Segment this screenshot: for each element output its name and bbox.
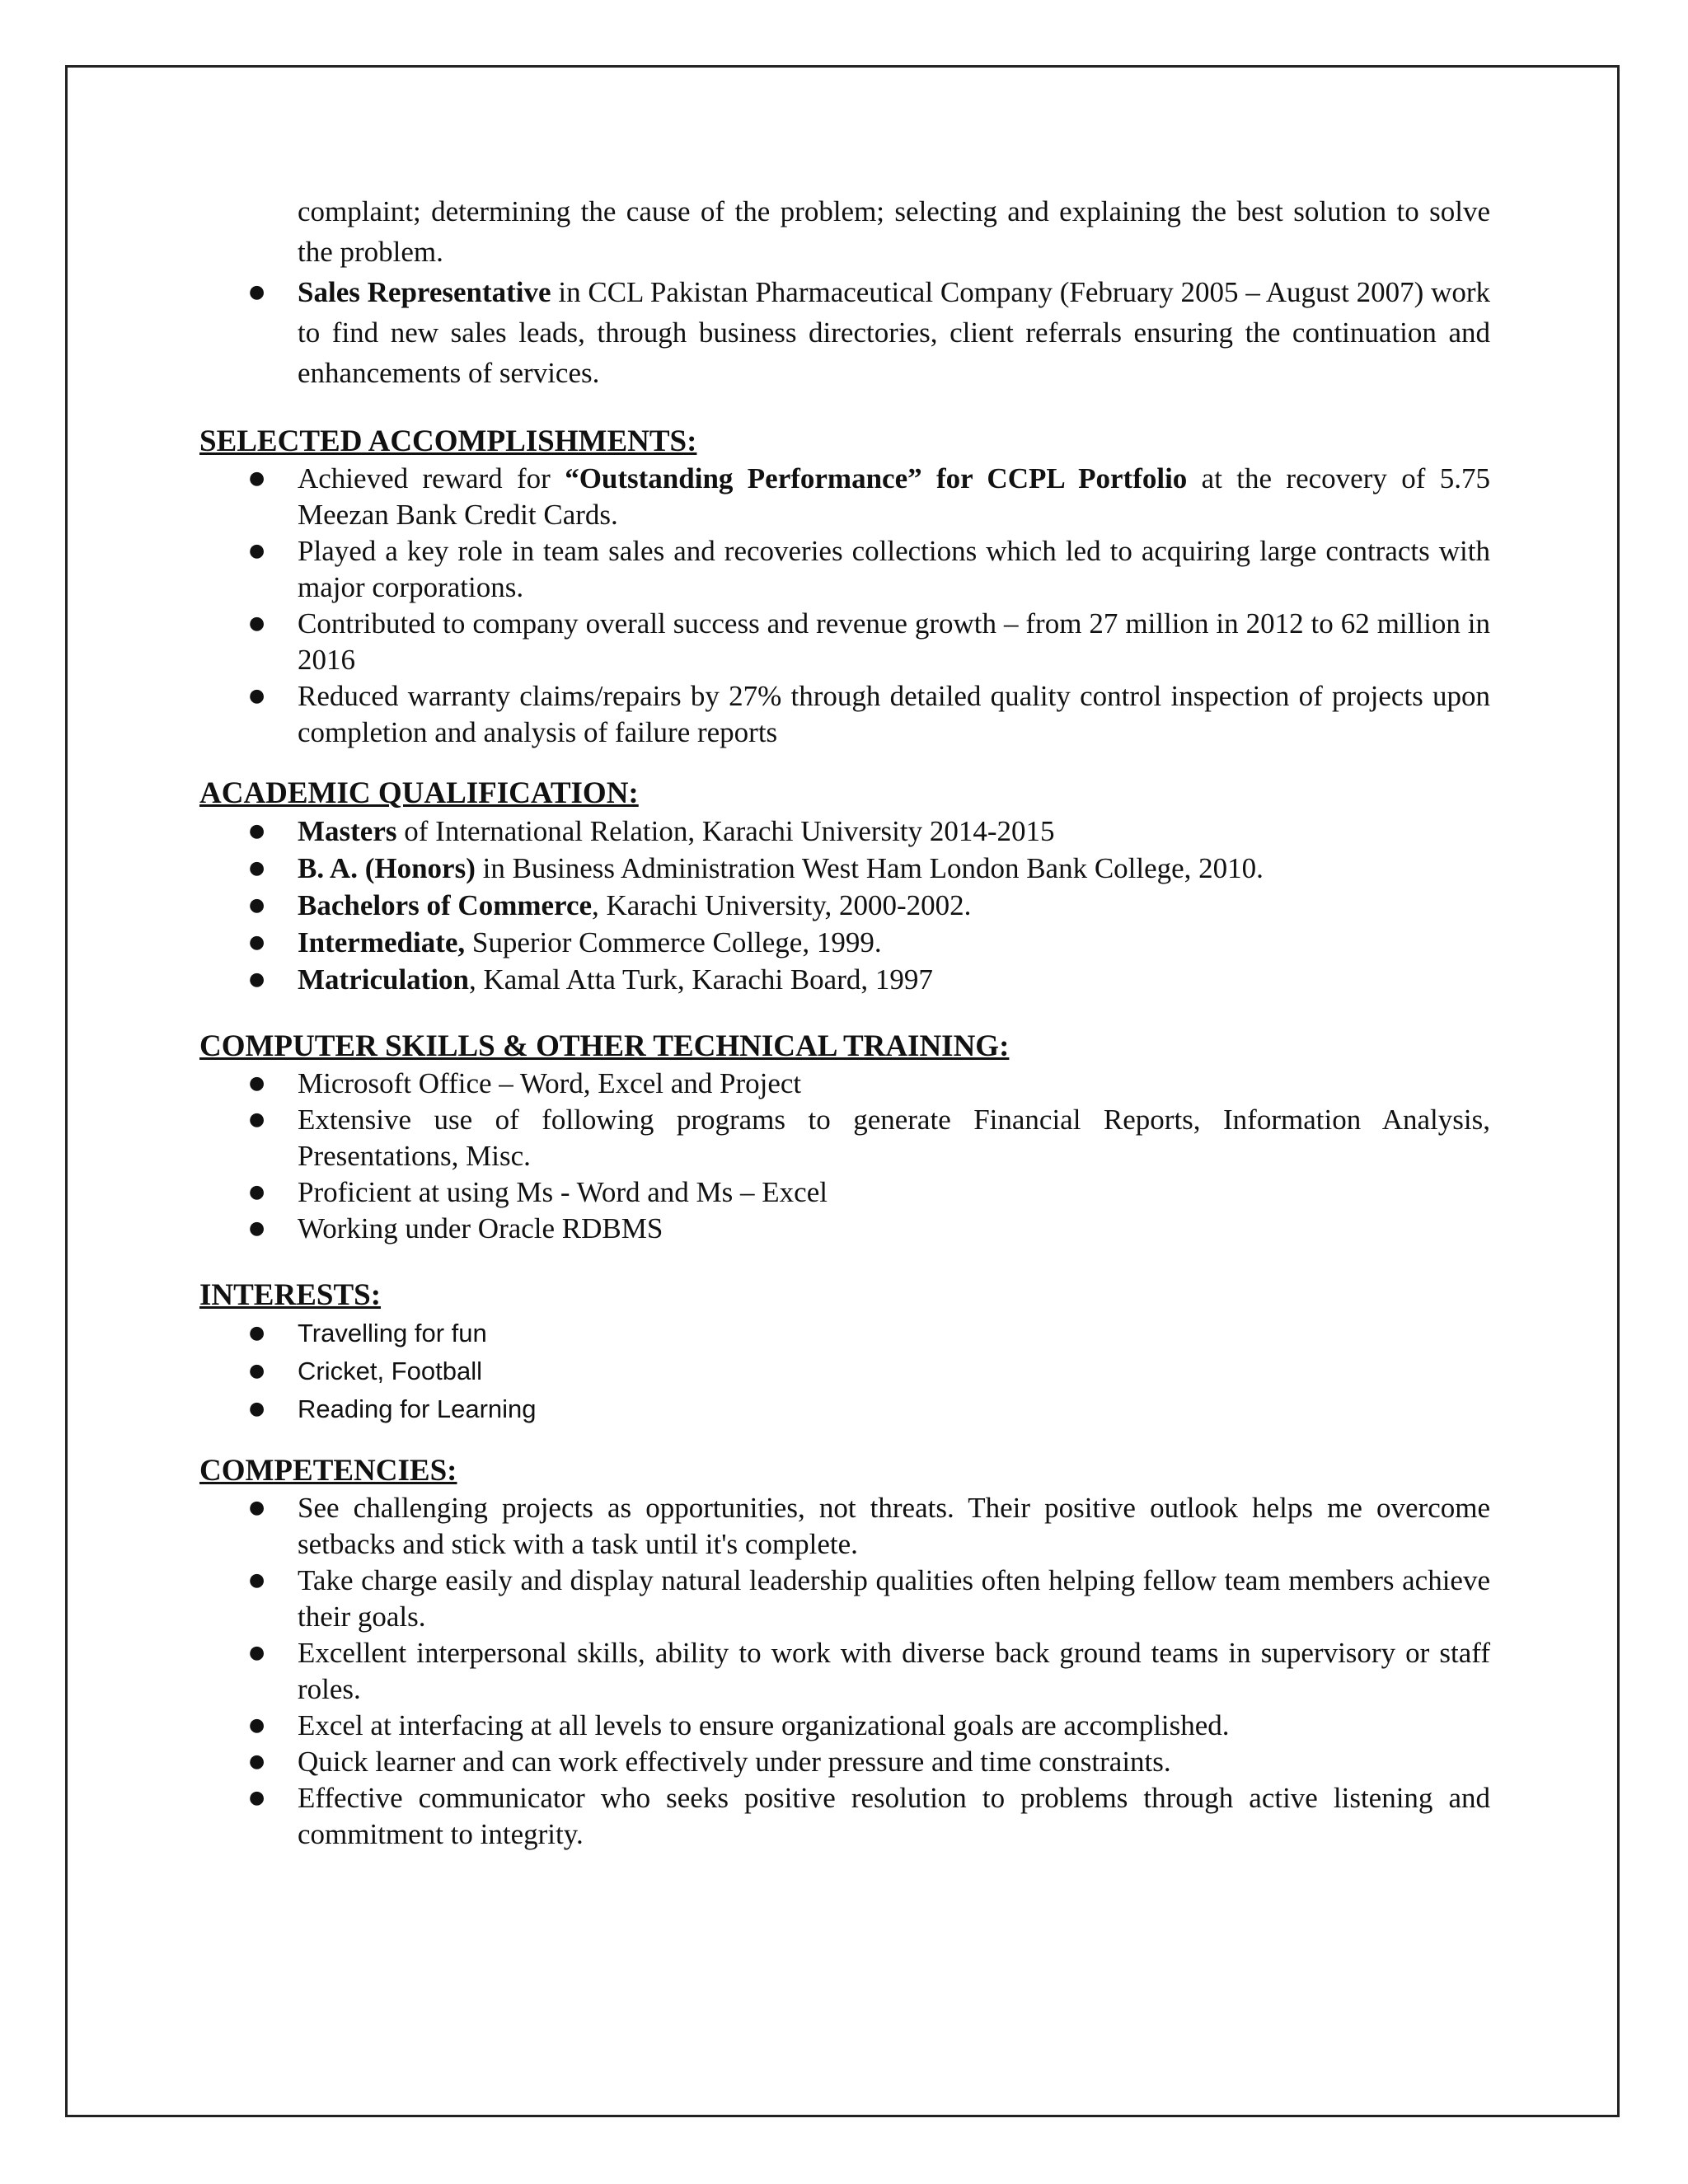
academic-item xyxy=(199,813,1490,850)
accomplishment-award: “Outstanding Performance” for CCPL Portfolio xyxy=(565,462,1188,494)
interests-list xyxy=(199,1315,1490,1428)
accomplishment-text: at the recovery of 5.75 Meezan Bank Credit Cards. xyxy=(298,462,1490,531)
skill-item xyxy=(199,1174,1490,1211)
skill-item xyxy=(199,1211,1490,1247)
competency-text: Quick learner and can work effectively under pressure and time constraints. xyxy=(298,1746,1171,1778)
resume-page-content xyxy=(199,191,1490,1853)
accomplishment-item xyxy=(199,606,1490,678)
academic-item xyxy=(199,850,1490,887)
bullet-icon: ● xyxy=(249,1715,265,1736)
bullet-icon: ● xyxy=(249,1497,265,1518)
bullet-icon: ● xyxy=(249,1218,265,1239)
competency-text: Effective communicator who seeks positive resolution to problems through active listening and commitment to integrity. xyxy=(298,1782,1490,1850)
bullet-icon: ● xyxy=(249,969,265,990)
bullet-icon: ● xyxy=(249,282,265,302)
section-heading-computer-skills: COMPUTER SKILLS & OTHER TECHNICAL TRAINING: xyxy=(199,1029,1010,1063)
degree-detail: , Karachi University, 2000-2002. xyxy=(592,889,972,921)
bullet-icon: ● xyxy=(249,821,265,841)
competency-item xyxy=(199,1744,1490,1780)
skill-item xyxy=(199,1102,1490,1174)
job-title: Sales Representative xyxy=(298,276,551,308)
bullet-icon: ● xyxy=(249,1788,265,1808)
experience-continuation xyxy=(298,191,1490,272)
competency-item xyxy=(199,1780,1490,1853)
degree-name: Masters xyxy=(298,815,397,847)
competency-text: Excellent interpersonal skills, ability to work with diverse back ground teams in supervisory or staff roles. xyxy=(298,1637,1490,1705)
bullet-icon: ● xyxy=(249,541,265,561)
bullet-icon: ● xyxy=(249,895,265,916)
bullet-icon: ● xyxy=(249,1073,265,1094)
section-heading-interests: INTERESTS: xyxy=(199,1278,382,1312)
bullet-icon: ● xyxy=(249,1182,265,1202)
competency-item xyxy=(199,1635,1490,1708)
job-detail: in CCL Pakistan Pharmaceutical Company (February 2005 – August 2007) work to find new sales leads, through business directories, client referrals ensuring the continuation and enhancements of services. xyxy=(298,276,1491,389)
competency-item xyxy=(199,1563,1490,1635)
interest-text: Reading for Learning xyxy=(298,1394,537,1423)
interest-item xyxy=(199,1390,1490,1428)
section-heading-accomplishments: SELECTED ACCOMPLISHMENTS: xyxy=(199,424,697,458)
accomplishment-item xyxy=(199,533,1490,606)
interest-item xyxy=(199,1315,1490,1352)
competencies-list xyxy=(199,1490,1490,1853)
bullet-icon: ● xyxy=(249,1751,265,1772)
degree-name: Intermediate, xyxy=(298,926,466,958)
academic-item xyxy=(199,887,1490,924)
degree-detail: in Business Administration West Ham London Bank College, 2010. xyxy=(475,852,1264,884)
degree-detail: of International Relation, Karachi University 2014-2015 xyxy=(396,815,1055,847)
degree-name: Bachelors of Commerce xyxy=(298,889,593,921)
experience-item-sales-representative xyxy=(199,272,1490,393)
skill-text: Microsoft Office – Word, Excel and Project xyxy=(298,1067,802,1099)
interest-text: Cricket, Football xyxy=(298,1357,482,1385)
bullet-icon: ● xyxy=(249,1643,265,1663)
accomplishment-item xyxy=(199,461,1490,533)
competency-text: Take charge easily and display natural leadership qualities often helping fellow team members achieve their goals. xyxy=(298,1564,1490,1633)
interest-item xyxy=(199,1352,1490,1390)
bullet-icon: ● xyxy=(249,686,265,706)
academic-list xyxy=(199,813,1490,998)
accomplishments-list xyxy=(199,461,1490,751)
bullet-icon: ● xyxy=(249,1323,265,1343)
competency-item xyxy=(199,1708,1490,1744)
skill-item xyxy=(199,1066,1490,1102)
bullet-icon: ● xyxy=(249,468,265,489)
experience-list xyxy=(199,272,1490,393)
degree-detail: , Kamal Atta Turk, Karachi Board, 1997 xyxy=(469,963,933,996)
interest-text: Travelling for fun xyxy=(298,1319,487,1347)
skill-text: Proficient at using Ms - Word and Ms – Excel xyxy=(298,1176,828,1208)
competency-text: See challenging projects as opportunities, not threats. Their positive outlook helps me overcome setbacks and stick with a task until it's complete. xyxy=(298,1492,1490,1560)
section-heading-academic: ACADEMIC QUALIFICATION: xyxy=(199,776,639,810)
academic-item xyxy=(199,924,1490,961)
skill-text: Extensive use of following programs to generate Financial Reports, Information Analysis, Presentations, Misc. xyxy=(298,1104,1490,1172)
bullet-icon: ● xyxy=(249,1109,265,1130)
bullet-icon: ● xyxy=(249,932,265,953)
bullet-icon: ● xyxy=(249,1361,265,1381)
bullet-icon: ● xyxy=(249,1399,265,1419)
degree-name: B. A. (Honors) xyxy=(298,852,476,884)
bullet-icon: ● xyxy=(249,1570,265,1591)
section-heading-competencies: COMPETENCIES: xyxy=(199,1454,457,1488)
competency-text: Excel at interfacing at all levels to ensure organizational goals are accomplished. xyxy=(298,1709,1230,1741)
accomplishment-text: Contributed to company overall success and revenue growth – from 27 million in 2012 to 62 million in 2016 xyxy=(298,607,1490,676)
computer-skills-list xyxy=(199,1066,1490,1247)
accomplishment-text: Achieved reward for xyxy=(298,462,565,494)
bullet-icon: ● xyxy=(249,858,265,879)
accomplishment-text: Reduced warranty claims/repairs by 27% through detailed quality control inspection of projects upon completion and analysis of failure reports xyxy=(298,680,1490,748)
accomplishment-text: Played a key role in team sales and recoveries collections which led to acquiring large contracts with major corporations. xyxy=(298,535,1490,603)
skill-text: Working under Oracle RDBMS xyxy=(298,1212,663,1244)
bullet-icon: ● xyxy=(249,613,265,634)
degree-detail: Superior Commerce College, 1999. xyxy=(465,926,882,958)
accomplishment-item xyxy=(199,678,1490,751)
academic-item xyxy=(199,961,1490,998)
experience-continuation-text: complaint; determining the cause of the problem; selecting and explaining the best solution to solve the problem. xyxy=(298,195,1490,268)
competency-item xyxy=(199,1490,1490,1563)
degree-name: Matriculation xyxy=(298,963,470,996)
